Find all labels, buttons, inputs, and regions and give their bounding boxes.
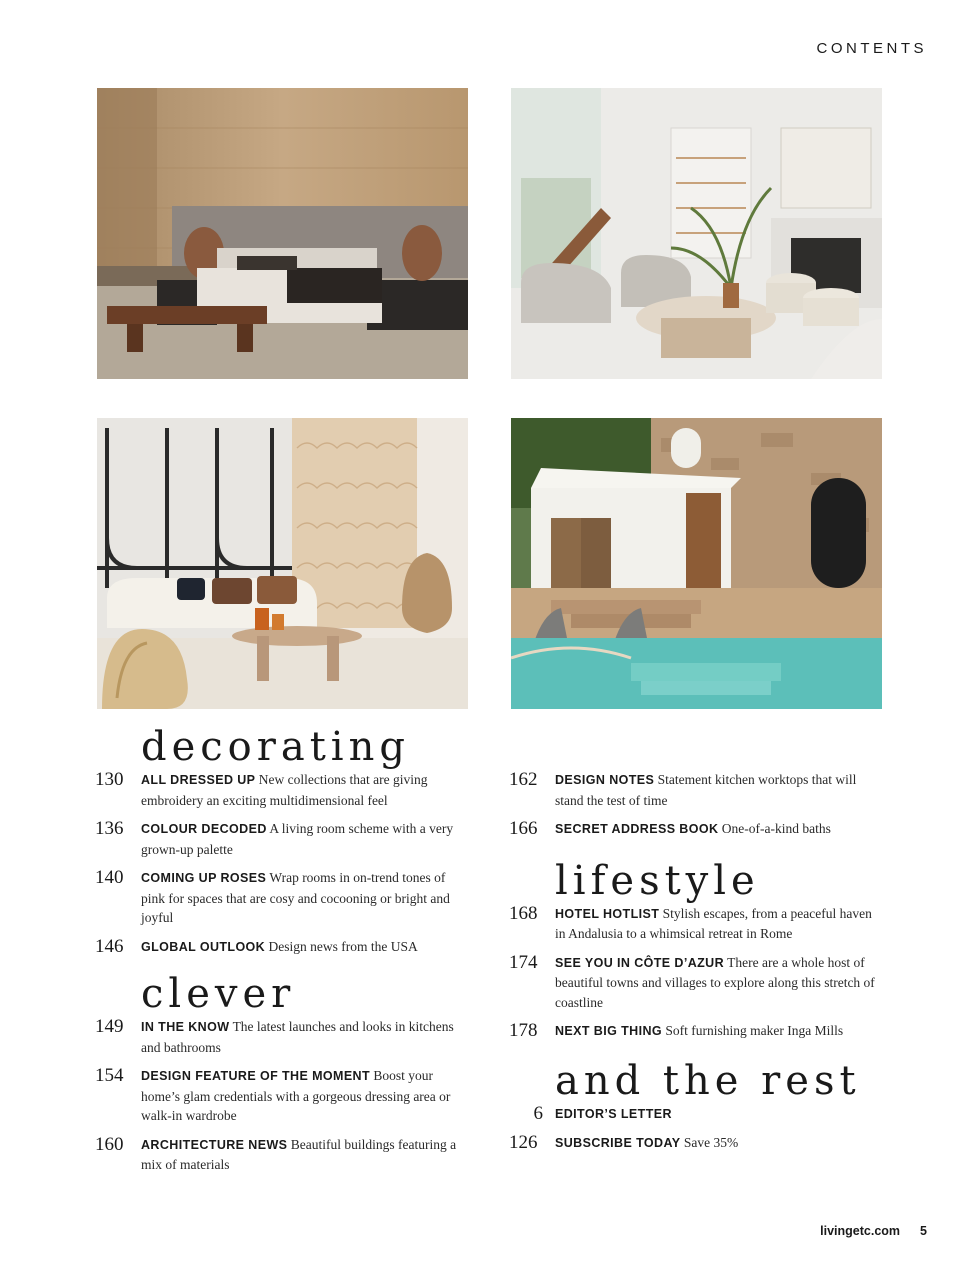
page-number: 140: [95, 867, 124, 888]
contents-entry[interactable]: [95, 770, 470, 810]
entry-description: Beautiful buildings featuring a mix of materials: [141, 1136, 457, 1172]
section-title-decorating: decorating: [141, 724, 410, 770]
page-section-label: CONTENTS: [816, 40, 927, 57]
section-title-and-the-rest: and the rest: [555, 1057, 861, 1104]
curtain-living-photo: [97, 418, 468, 709]
contents-entry[interactable]: [509, 904, 884, 944]
page-number: 168: [509, 902, 538, 924]
entry-heading: NEXT BIG THING: [555, 1024, 662, 1038]
entry-heading: SEE YOU IN CÔTE D’AZUR: [555, 955, 725, 970]
contents-entry[interactable]: [509, 953, 884, 1013]
page-number: 126: [509, 1132, 538, 1153]
living-room-photo: [511, 88, 882, 379]
entry-heading: HOTEL HOTLIST: [555, 906, 660, 921]
contents-entry[interactable]: [95, 1066, 470, 1126]
pool-terrace-photo: [511, 418, 882, 709]
entry-heading: EDITOR’S LETTER: [555, 1106, 672, 1121]
entry-description: Design news from the USA: [268, 938, 418, 954]
right-contents-column: [509, 724, 884, 1163]
contents-entry[interactable]: [95, 868, 470, 928]
entry-description: There are a whole host of beautiful towns and villages to explore along this stretch of coastline: [555, 954, 875, 1010]
page-number: 146: [95, 935, 124, 957]
entry-heading: COMING UP ROSES: [141, 871, 267, 885]
page-number: 6: [533, 1102, 543, 1124]
page-number: 149: [95, 1016, 124, 1037]
entry-description: Save 35%: [683, 1135, 739, 1150]
entry-description: New collections that are giving embroidery an exciting multidimensional feel: [141, 772, 428, 808]
entry-heading: ARCHITECTURE NEWS: [141, 1137, 288, 1152]
page-number: 178: [509, 1020, 538, 1041]
entry-heading: SECRET ADDRESS BOOK: [555, 822, 719, 836]
entry-description: One-of-a-kind baths: [721, 821, 831, 836]
contents-entry[interactable]: [509, 1104, 884, 1125]
folio-page-number: 5: [920, 1224, 927, 1238]
entry-heading: DESIGN FEATURE OF THE MOMENT: [141, 1069, 371, 1083]
entry-description: Boost your home’s glam credentials with a gorgeous dressing area or walk-in wardrobe: [141, 1068, 451, 1123]
entry-description: A living room scheme with a very grown-up palette: [141, 821, 454, 857]
entry-heading: DESIGN NOTES: [555, 773, 655, 787]
page-number: 166: [509, 818, 538, 839]
contents-entry[interactable]: [509, 770, 884, 810]
entry-heading: SUBSCRIBE TODAY: [555, 1136, 681, 1150]
page-number: 130: [95, 769, 124, 790]
page-number: 162: [509, 769, 538, 790]
bedroom-photo: [97, 88, 468, 379]
contents-entry[interactable]: [95, 1135, 470, 1175]
contents-entry[interactable]: [95, 937, 470, 958]
section-title-clever: clever: [141, 971, 296, 1017]
entry-heading: ALL DRESSED UP: [141, 773, 256, 787]
page-number: 154: [95, 1065, 124, 1086]
contents-entry[interactable]: [95, 1017, 470, 1057]
page-number: 160: [95, 1133, 124, 1155]
entry-heading: COLOUR DECODED: [141, 822, 267, 836]
page-footer: [820, 1224, 927, 1238]
entry-description: Wrap rooms in on-trend tones of pink for spaces that are cosy and cocooning or bright and joyful: [141, 870, 450, 925]
entry-description: Soft furnishing maker Inga Mills: [665, 1023, 844, 1038]
contents-entry[interactable]: [509, 1021, 884, 1042]
contents-entry[interactable]: [509, 1133, 884, 1154]
contents-entry[interactable]: [509, 819, 884, 840]
section-title-lifestyle: lifestyle: [555, 857, 760, 904]
left-contents-column: [95, 724, 470, 1184]
contents-entry[interactable]: [95, 819, 470, 859]
spacer: [509, 724, 884, 770]
page-number: 174: [509, 951, 538, 973]
entry-heading: GLOBAL OUTLOOK: [141, 939, 266, 954]
entry-description: Statement kitchen worktops that will stand the test of time: [555, 772, 857, 808]
entry-description: The latest launches and looks in kitchens and bathrooms: [141, 1019, 454, 1055]
page-number: 136: [95, 818, 124, 839]
entry-description: Stylish escapes, from a peaceful haven in Andalusia to a whimsical retreat in Rome: [555, 905, 872, 941]
entry-heading: IN THE KNOW: [141, 1020, 230, 1034]
website-link[interactable]: livingetc.com: [820, 1224, 901, 1238]
